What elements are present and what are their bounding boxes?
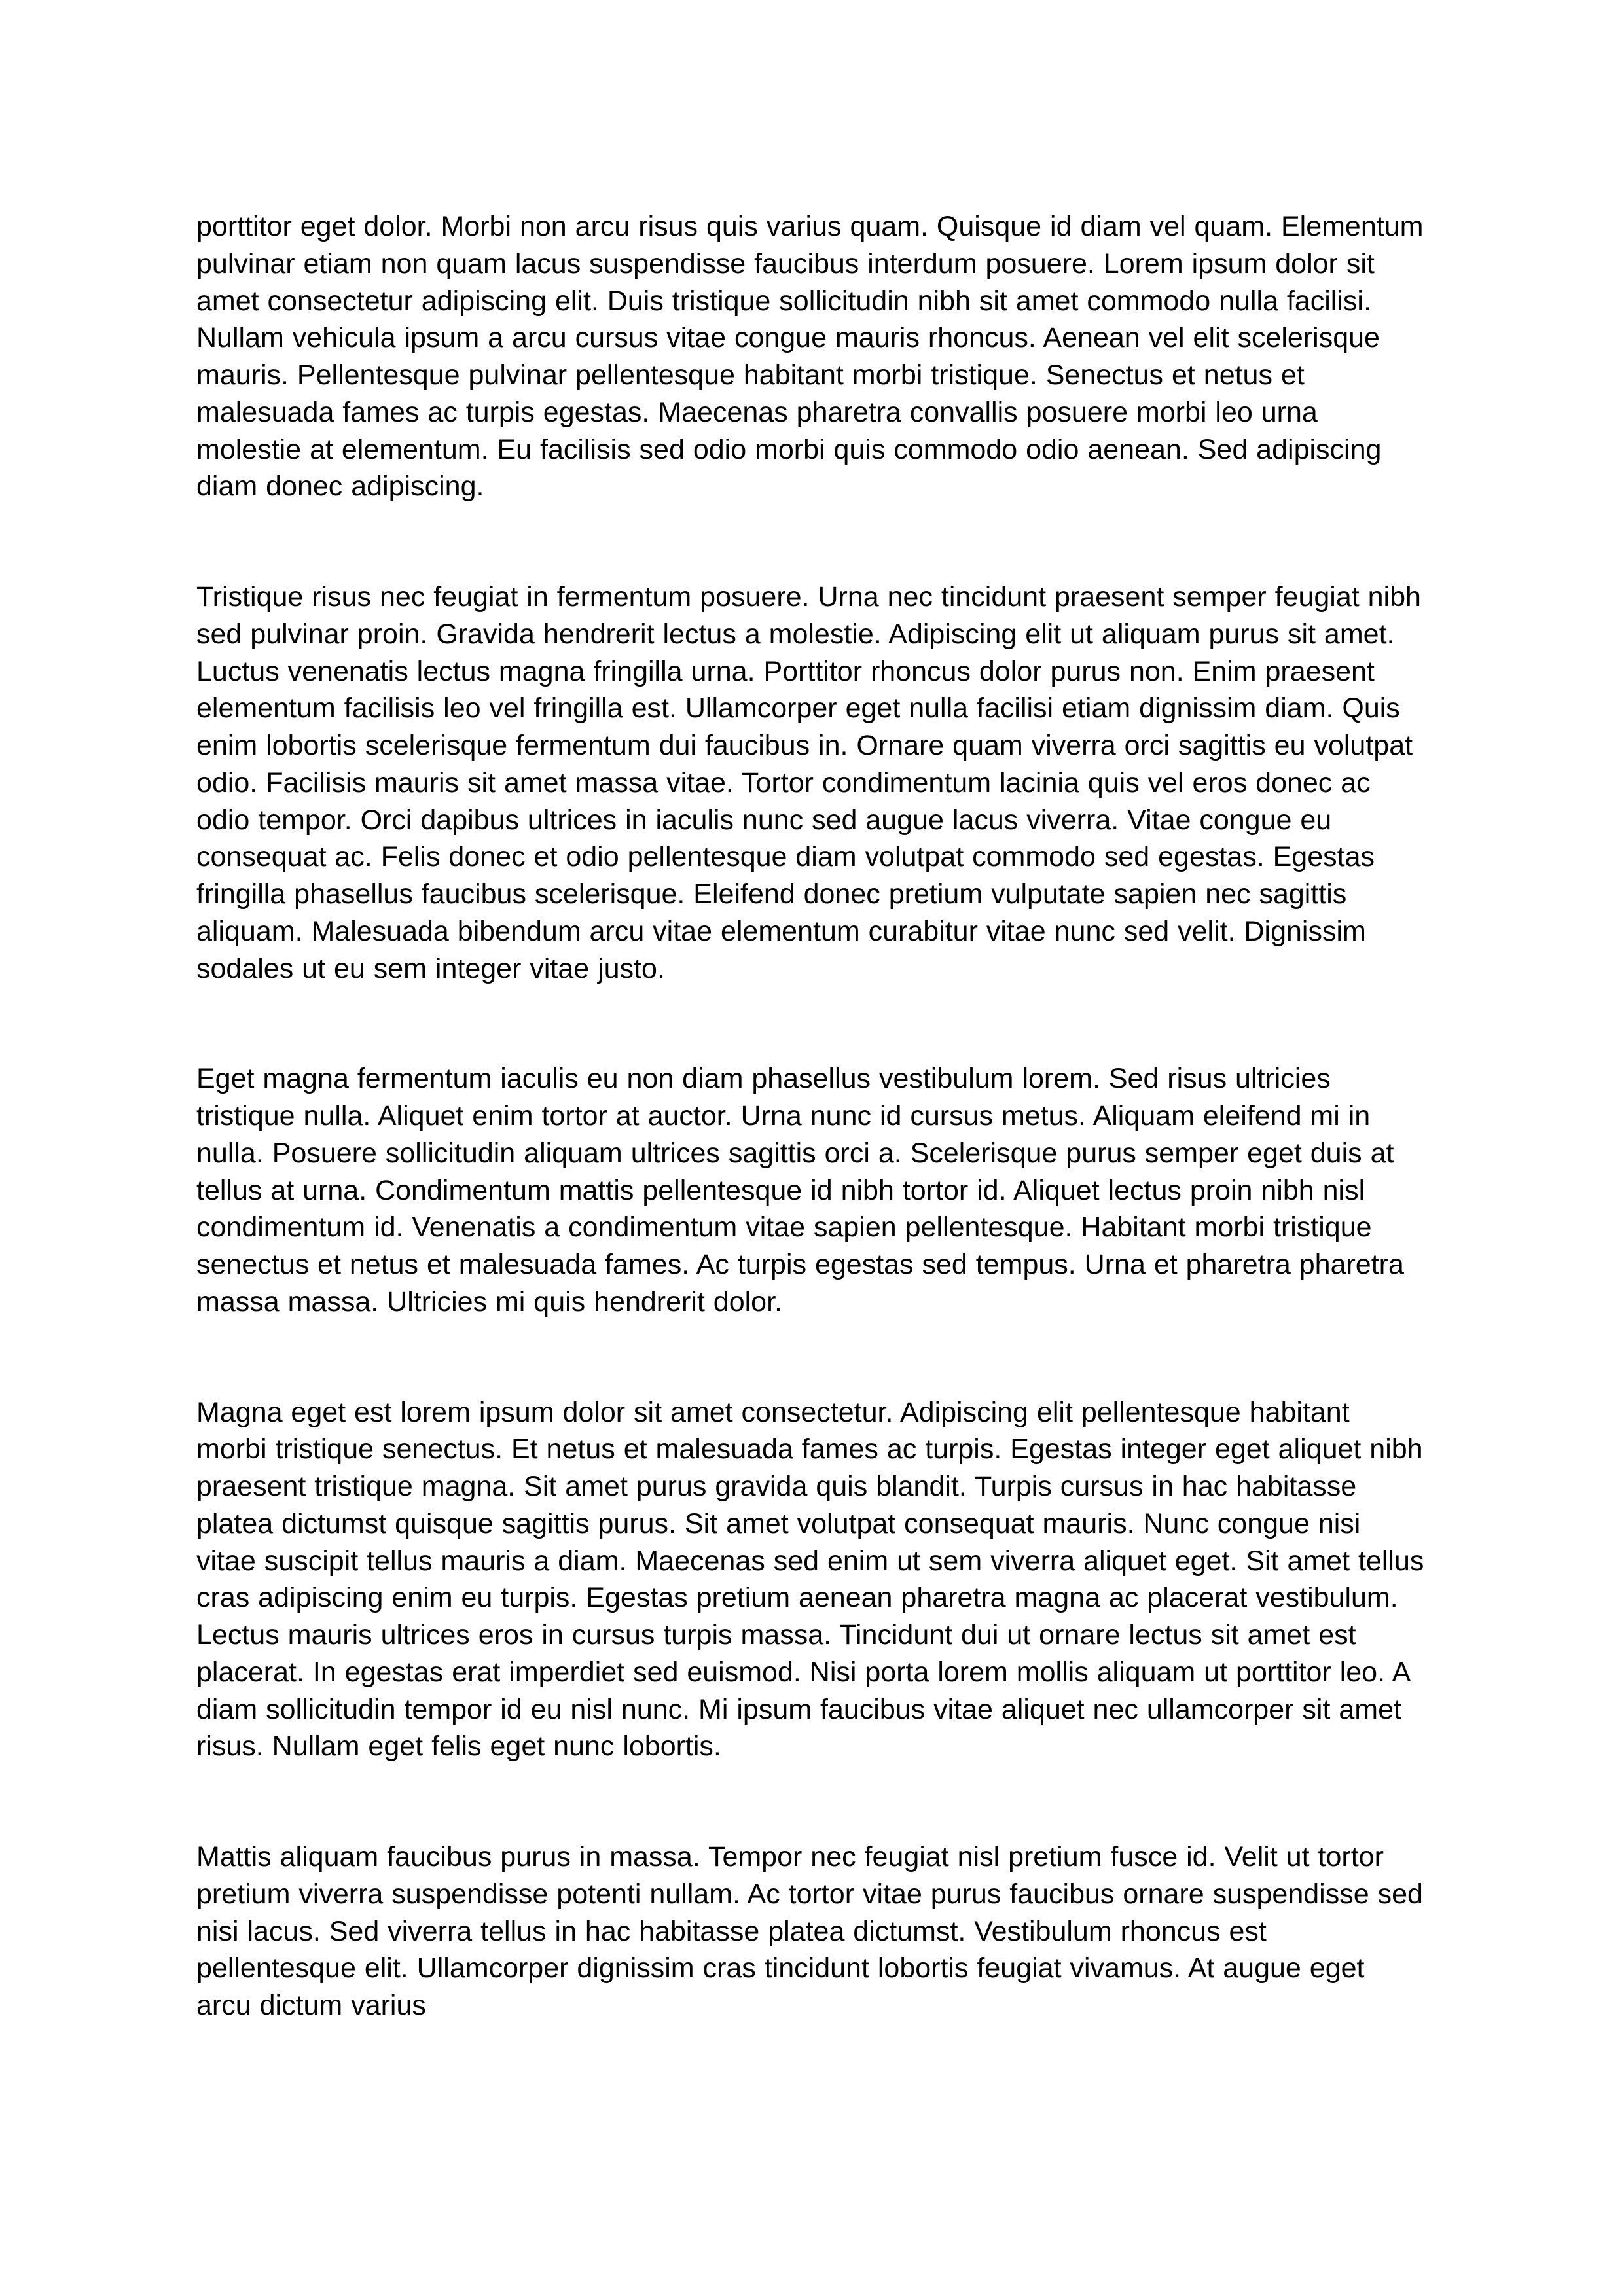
paragraph: porttitor eget dolor. Morbi non arcu risus quis varius quam. Quisque id diam vel quam. Elementum pulvinar etiam non quam lacus suspendisse faucibus interdum posuere. Lorem ipsum dolor sit amet consectetur adipiscing elit. Duis tristique sollicitudin nibh sit amet commodo nulla facilisi. Nullam vehicula ipsum a arcu cursus vitae congue mauris rhoncus. Aenean vel elit scelerisque mauris. Pellentesque pulvinar pellentesque habitant morbi tristique. Senectus et netus et malesuada fames ac turpis egestas. Maecenas pharetra convallis posuere morbi leo urna molestie at elementum. Eu facilisis sed odio morbi quis commodo odio aenean. Sed adipiscing diam donec adipiscing. xyxy=(196,211,1424,503)
paragraph: Eget magna fermentum iaculis eu non diam phasellus vestibulum lorem. Sed risus ultricies tristique nulla. Aliquet enim tortor at auctor. Urna nunc id cursus metus. Aliquam eleifend mi in nulla. Posuere sollicitudin aliquam ultrices sagittis orci a. Scelerisque purus semper eget duis at tellus at urna. Condimentum mattis pellentesque id nibh tortor id. Aliquet lectus proin nibh nisl condimentum id. Venenatis a condimentum vitae sapien pellentesque. Habitant morbi tristique senectus et netus et malesuada fames. Ac turpis egestas sed tempus. Urna et pharetra pharetra massa massa. Ultricies mi quis hendrerit dolor. xyxy=(196,1063,1404,1318)
document-text-block xyxy=(196,208,1428,2024)
paragraph: Mattis aliquam faucibus purus in massa. Tempor nec feugiat nisl pretium fusce id. Velit ut tortor pretium viverra suspendisse potenti nullam. Ac tortor vitae purus faucibus ornare suspendisse sed nisi lacus. Sed viverra tellus in hac habitasse platea dictumst. Vestibulum rhoncus est pellentesque elit. Ullamcorper dignissim cras tincidunt lobortis feugiat vivamus. At augue eget arcu dictum varius xyxy=(196,1841,1423,2021)
paragraph: Magna eget est lorem ipsum dolor sit amet consectetur. Adipiscing elit pellentesque habitant morbi tristique senectus. Et netus et malesuada fames ac turpis. Egestas integer eget aliquet nibh praesent tristique magna. Sit amet purus gravida quis blandit. Turpis cursus in hac habitasse platea dictumst quisque sagittis purus. Sit amet volutpat consequat mauris. Nunc congue nisi vitae suscipit tellus mauris a diam. Maecenas sed enim ut sem viverra aliquet eget. Sit amet tellus cras adipiscing enim eu turpis. Egestas pretium aenean pharetra magna ac placerat vestibulum. Lectus mauris ultrices eros in cursus turpis massa. Tincidunt dui ut ornare lectus sit amet est placerat. In egestas erat imperdiet sed euismod. Nisi porta lorem mollis aliquam ut porttitor leo. A diam sollicitudin tempor id eu nisl nunc. Mi ipsum faucibus vitae aliquet nec ullamcorper sit amet risus. Nullam eget felis eget nunc lobortis. xyxy=(196,1396,1424,1763)
paragraph: Tristique risus nec feugiat in fermentum posuere. Urna nec tincidunt praesent semper feugiat nibh sed pulvinar proin. Gravida hendrerit lectus a molestie. Adipiscing elit ut aliquam purus sit amet. Luctus venenatis lectus magna fringilla urna. Porttitor rhoncus dolor purus non. Enim praesent elementum facilisis leo vel fringilla est. Ullamcorper eget nulla facilisi etiam dignissim diam. Quis enim lobortis scelerisque fermentum dui faucibus in. Ornare quam viverra orci sagittis eu volutpat odio. Facilisis mauris sit amet massa vitae. Tortor condimentum lacinia quis vel eros donec ac odio tempor. Orci dapibus ultrices in iaculis nunc sed augue lacus viverra. Vitae congue eu consequat ac. Felis donec et odio pellentesque diam volutpat commodo sed egestas. Egestas fringilla phasellus faucibus scelerisque. Eleifend donec pretium vulputate sapien nec sagittis aliquam. Malesuada bibendum arcu vitae elementum curabitur vitae nunc sed velit. Dignissim sodales ut eu sem integer vitae justo. xyxy=(196,581,1421,984)
